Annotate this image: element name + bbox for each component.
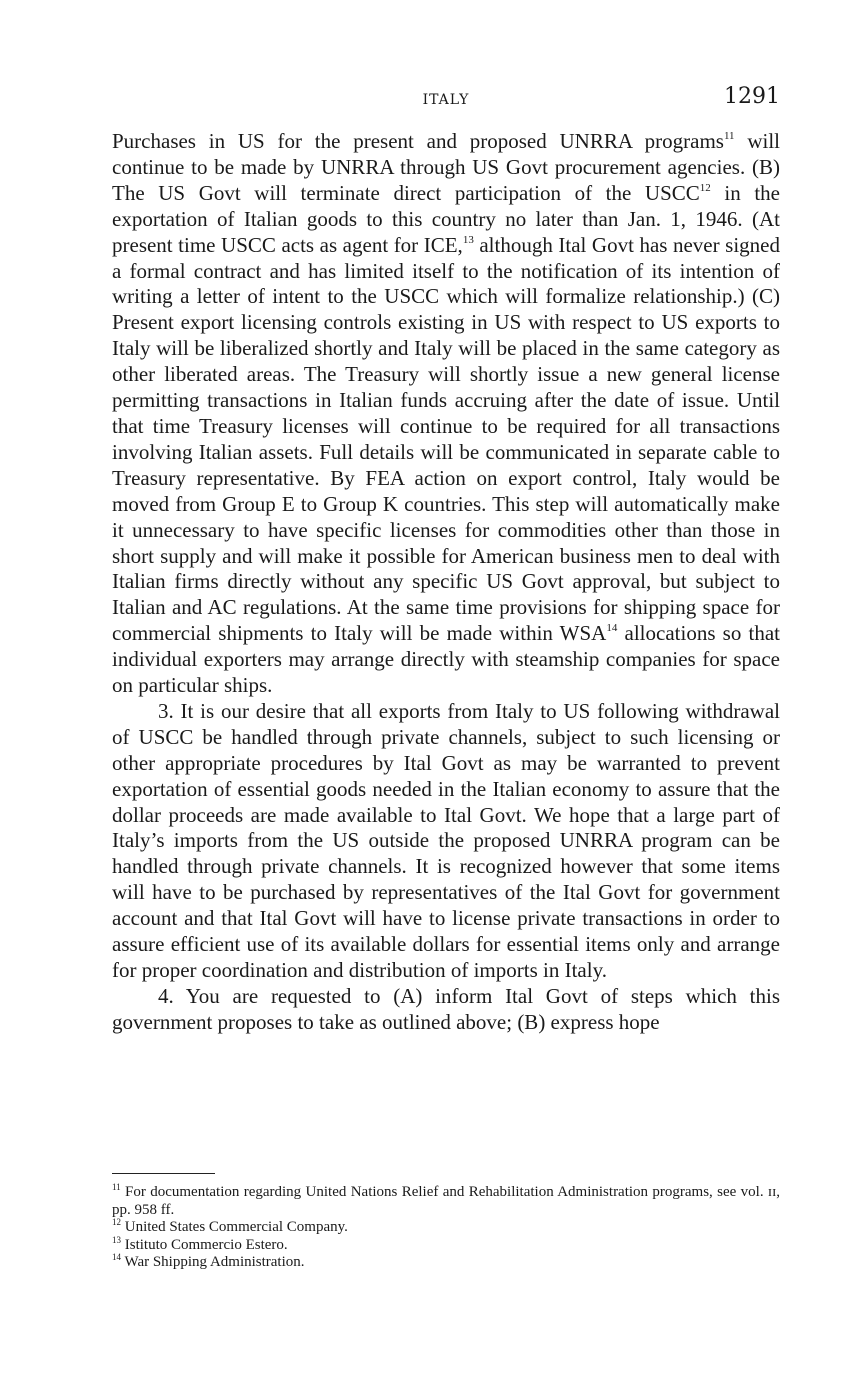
footnote-text: For documentation regarding United Nations Relief and Rehabilitation Administration programs, see vol. ɪɪ, pp. 958 ff.: [112, 1184, 781, 1218]
footnote-ref: 14: [606, 622, 618, 635]
page-number: 1291: [724, 84, 780, 109]
text-run: allocations so that individual exporters may arrange directly with steamship companies for space on particular ships.: [112, 621, 780, 698]
text-run: in the exportation of Italian goods to this country no later than Jan. 1, 1946. (At present time USCC acts as agent for ICE,: [112, 180, 780, 257]
footnote: [112, 1184, 780, 1219]
paragraph: [112, 129, 780, 699]
footnote-marker: 11: [112, 1182, 121, 1192]
footnote-ref: 11: [723, 130, 735, 142]
footnote: [112, 1219, 780, 1237]
paragraph: [112, 984, 780, 1036]
text-run: will continue to be made by UNRRA through US Govt procurement agencies. (B) The US Govt will terminate direct participation of the USCC: [112, 129, 780, 205]
footnote-text: War Shipping Administration.: [124, 1254, 305, 1270]
text-run: 4. You are requested to (A) inform Ital Govt of steps which this government proposes to take as outlined above; (B) express hope: [112, 983, 780, 1034]
footnote-marker: 13: [112, 1234, 121, 1245]
running-head: [112, 84, 780, 114]
running-title: ITALY: [422, 92, 470, 108]
text-run: although Ital Govt has never signed a formal contract and has limited itself to the notification of its intention of writing a letter of intent to the USCC which will formalize relationship.) (C) Present export licensing controls existing in US with respect to US exports to Italy will be liberalized shortly and Italy will be placed in the same category as other liberated areas. The Treasury will shortly issue a new general license permitting transactions in Italian funds accruing after the date of issue. Until that time Treasury licenses will continue to be required for all transactions involving Italian assets. Full details will be communicated in separate cable to Treasury representative. By FEA action on export control, Italy would be moved from Group E to Group K countries. This step will automatically make it unnecessary to have specific licenses for commodities other than those in short supply and will make it possible for American business men to deal with Italian firms directly without any specific US Govt approval, but subject to Italian and AC regulations. At the same time provisions for shipping space for commercial shipments to Italy will be made within WSA: [112, 232, 780, 646]
paragraph: [112, 699, 780, 984]
body-text: [112, 129, 780, 1036]
footnote-marker: 12: [112, 1217, 121, 1227]
footnote-divider: [112, 1173, 215, 1174]
footnote-text: Istituto Commercio Estero.: [124, 1236, 288, 1253]
footnote: [112, 1254, 780, 1272]
footnote-text: United States Commercial Company.: [124, 1219, 348, 1235]
footnote-marker: 14: [112, 1252, 121, 1262]
footnote-ref: 12: [699, 181, 711, 194]
footnote-ref: 13: [462, 233, 474, 246]
footnotes: [112, 1184, 780, 1272]
text-run: Purchases in US for the present and proposed UNRRA programs: [112, 129, 724, 153]
footnote: [112, 1234, 780, 1255]
text-run: 3. It is our desire that all exports from Italy to US following withdrawal of USCC be handled through private channels, subject to such licensing or other appropriate procedures by Ital Govt as may be warranted to prevent exportation of essential goods needed in the Italian economy to assure that the dollar proceeds are made available to Ital Govt. We hope that a large part of Italy’s imports from the US outside the proposed UNRRA program can be handled through private channels. It is recognized however that some items will have to be purchased by representatives of the Ital Govt for government account and that Ital Govt will have to license private transactions in order to assure efficient use of its available dollars for essential items only and arrange for proper coordination and distribution of imports in Italy.: [112, 698, 780, 982]
